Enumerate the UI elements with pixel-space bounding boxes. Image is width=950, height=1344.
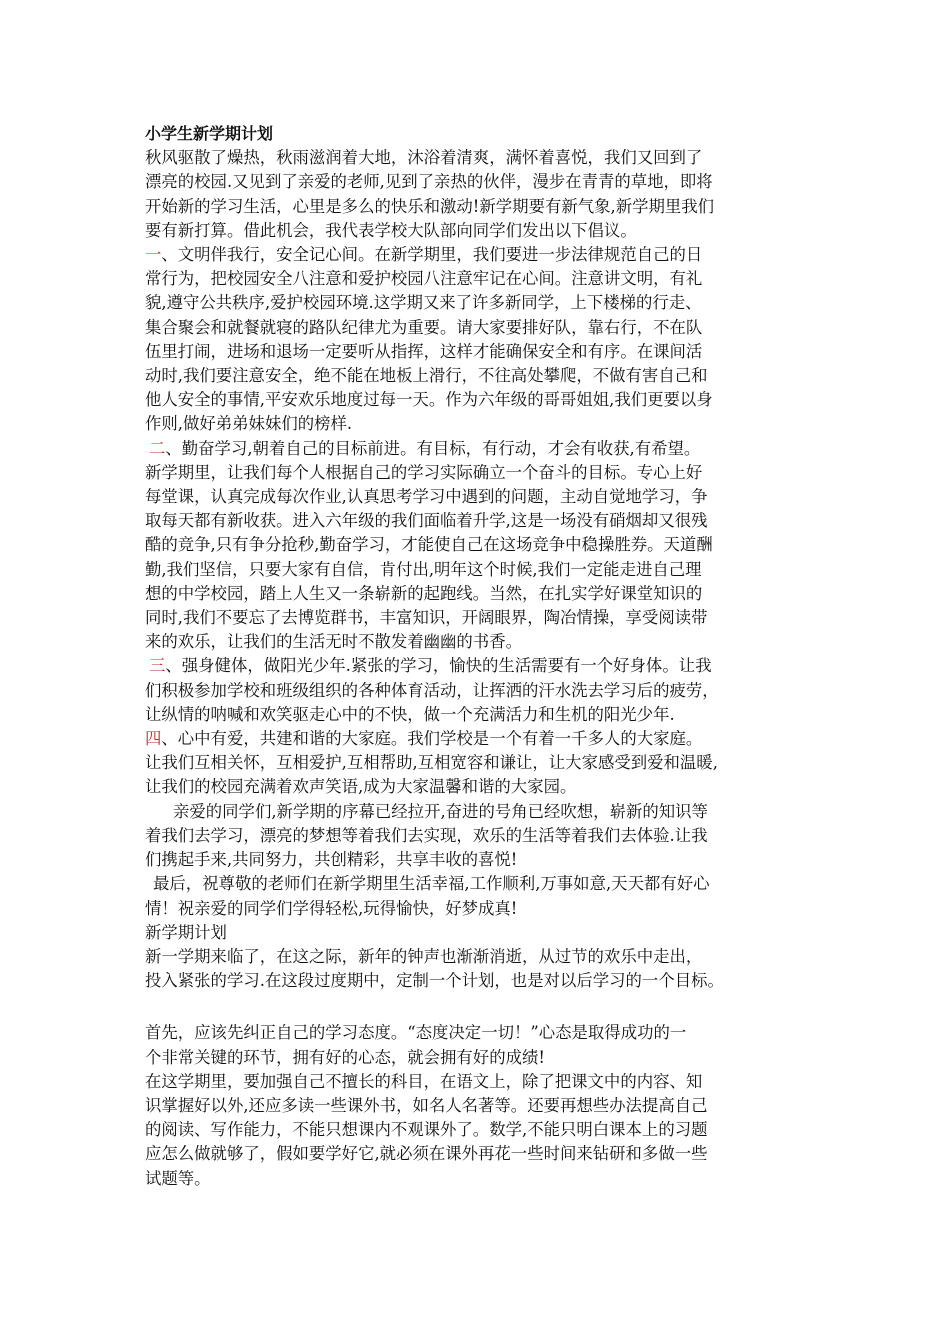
intro-line: 秋风驱散了燥热，秋雨滋润着大地，沐浴着清爽，满怀着喜悦，我们又回到了 xyxy=(145,148,703,168)
section-4-line: 让我们互相关怀，互相爱护,互相帮助,互相宽容和谦让，让大家感受到爱和温暖, xyxy=(145,753,718,773)
section-2-line: 新学期里，让我们每个人根据自己的学习实际确立一个奋斗的目标。专心上好 xyxy=(145,462,703,482)
closing-line: 着我们去学习，漂亮的梦想等着我们去实现，欢乐的生活等着我们去体验.让我 xyxy=(145,825,708,845)
document-title: 小学生新学期计划 xyxy=(145,124,274,143)
intro-line: 漂亮的校园.又见到了亲爱的老师,见到了亲热的伙伴，漫步在青青的草地，即将 xyxy=(145,172,713,192)
wishes-line: 最后，祝尊敬的老师们在新学期里生活幸福,工作顺利,万事如意,天天都有好心 xyxy=(153,874,710,894)
section-4-line xyxy=(145,727,825,751)
section-4-number: 四 xyxy=(145,729,162,749)
section-title-2: 新学期计划 xyxy=(145,922,227,942)
plan-line: 的阅读、写作能力，不能只想课内不观课外了。数学,不能只明白课本上的习题 xyxy=(145,1120,708,1140)
document-page xyxy=(145,122,825,1191)
closing-line: 们携起手来,共同努力，共创精彩，共享丰收的喜悦! xyxy=(145,850,518,870)
section-1-line: 作则,做好弟弟妹妹们的榜样. xyxy=(145,414,353,434)
section-3-line: 让纵情的呐喊和欢笑驱走心中的不快，做一个充满活力和生机的阳光少年. xyxy=(145,704,675,724)
plan-line: 投入紧张的学习.在这段过度期中，定制一个计划，也是对以后学习的一个目标。 xyxy=(145,971,724,991)
intro-line: 要有新打算。借此机会，我代表学校大队部向同学们发出以下倡议。 xyxy=(145,220,637,240)
section-4-line: 让我们的校园充满着欢声笑语,成为大家温馨和谐的大家园。 xyxy=(145,777,577,797)
plan-line: 在这学期里，要加强自己不擅长的科目，在语文上，除了把课文中的内容、知 xyxy=(145,1071,703,1091)
section-3-text: 、强身健体，做阳光少年.紧张的学习，愉快的生活需要有一个好身体。让我 xyxy=(165,656,712,676)
section-2-line: 取每天都有新收获。进入六年级的我们面临着升学,这是一场没有硝烟却又很残 xyxy=(145,511,708,531)
section-2-line: 同时,我们不要忘了去博览群书，丰富知识，开阔眼界，陶冶情操，享受阅读带 xyxy=(145,608,708,628)
section-1-line: 貌,遵守公共秩序,爱护校园环境.这学期又来了许多新同学，上下楼梯的行走、 xyxy=(145,293,702,313)
section-1-line: 伍里打闹，进场和退场一定要听从指挥，这样才能确保安全和有序。在课间活 xyxy=(145,341,703,361)
plan-line: 识掌握好以外,还应多读一些课外书，如名人名著等。还要再想些办法提高自己 xyxy=(145,1095,708,1115)
section-3-line xyxy=(145,654,825,678)
section-2-line: 想的中学校园，踏上人生又一条崭新的起跑线。当然，在扎实学好课堂知识的 xyxy=(145,583,703,603)
section-2-text: 、勤奋学习,朝着自己的目标前进。有目标，有行动，才会有收获,有希望。 xyxy=(165,438,701,458)
section-2-line: 每堂课，认真完成每次作业,认真思考学习中遇到的问题，主动自觉地学习，争 xyxy=(145,487,708,507)
section-3-line: 们积极参加学校和班级组织的各种体育活动，让挥洒的汗水洗去学习后的疲劳， xyxy=(145,680,719,700)
section-1-text: 、文明伴我行，安全记心间。在新学期里，我们要进一步法律规范自己的日 xyxy=(161,245,703,265)
plan-line: 应怎么做就够了，假如要学好它,就必须在课外再花一些时间来钻研和多做一些 xyxy=(145,1144,708,1164)
section-2-line xyxy=(145,437,825,461)
intro-line: 开始新的学习生活，心里是多么的快乐和激动!新学期要有新气象,新学期里我们 xyxy=(145,196,715,216)
section-1-line xyxy=(145,243,825,267)
plan-line: 个非常关键的环节，拥有好的心态，就会拥有好的成绩! xyxy=(145,1047,545,1067)
section-3-number: 三 xyxy=(149,656,166,676)
section-1-number: 一 xyxy=(145,245,162,265)
section-2-line: 勤,我们坚信，只要大家有自信，肯付出,明年这个时候,我们一定能走进自己理 xyxy=(145,559,702,579)
plan-line: 试题等。 xyxy=(145,1168,211,1188)
plan-line: 新一学期来临了，在这之际，新年的钟声也渐渐消逝，从过节的欢乐中走出， xyxy=(145,946,703,966)
closing-line: 亲爱的同学们,新学期的序幕已经拉开,奋进的号角已经吹想，崭新的知识等 xyxy=(173,801,708,821)
section-1-line: 他人安全的事情,平安欢乐地度过每一天。作为六年级的哥哥姐姐,我们更要以身 xyxy=(145,390,713,410)
section-4-text: 、心中有爱，共建和谐的大家庭。我们学校是一个有着一千多人的大家庭。 xyxy=(161,729,703,749)
section-2-number: 二 xyxy=(149,438,166,458)
section-1-line: 动时,我们要注意安全，绝不能在地板上滑行，不往高处攀爬，不做有害自己和 xyxy=(145,366,708,386)
section-2-line: 来的欢乐，让我们的生活无时不散发着幽幽的书香。 xyxy=(145,632,522,652)
section-1-line: 常行为，把校园安全八注意和爱护校园八注意牢记在心间。注意讲文明，有礼 xyxy=(145,269,703,289)
plan-line: 首先，应该先纠正自己的学习态度。“态度决定一切！”心态是取得成功的一 xyxy=(145,1023,687,1043)
paragraph-gap xyxy=(145,993,825,1021)
wishes-line: 情！祝亲爱的同学们学得轻松,玩得愉快，好梦成真! xyxy=(145,898,518,918)
section-2-line: 酷的竞争,只有争分抢秒,勤奋学习，才能使自己在这场竞争中稳操胜券。天道酬 xyxy=(145,535,713,555)
section-1-line: 集合聚会和就餐就寝的路队纪律尤为重要。请大家要排好队，靠右行，不在队 xyxy=(145,317,703,337)
